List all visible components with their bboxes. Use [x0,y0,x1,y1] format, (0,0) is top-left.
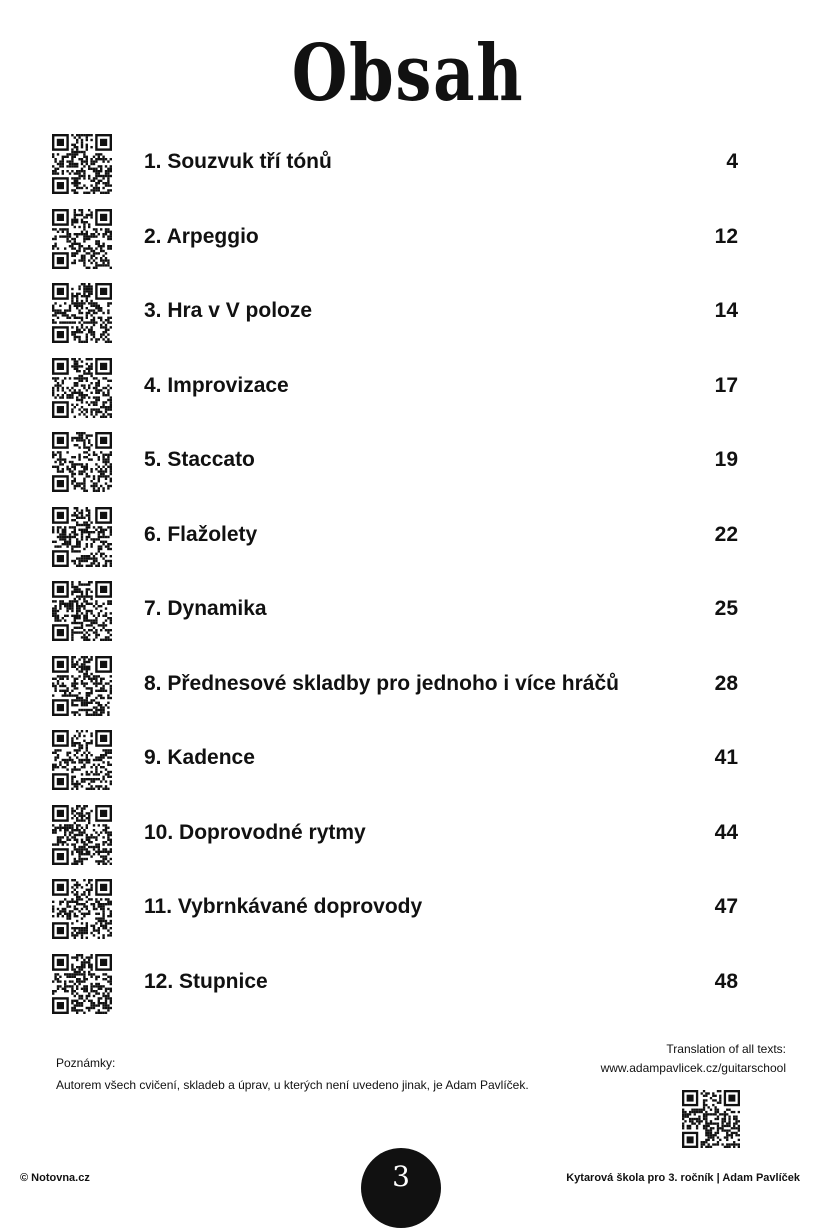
notes-heading: Poznámky: [56,1056,116,1070]
qr-code-icon[interactable] [52,879,112,939]
toc-item-label: 2. Arpeggio [144,224,259,248]
toc-item-page: 14 [714,299,738,322]
page-title: Obsah [291,28,525,119]
translation-block [601,1040,786,1078]
translation-label: Translation of all texts: [666,1042,786,1056]
toc-item-page: 47 [714,895,738,918]
toc-item-label: 6. Flažolety [144,522,258,546]
toc-item-label: 10. Doprovodné rytmy [144,820,366,844]
toc-item-label: 1. Souzvuk tří tónů [144,150,332,173]
toc-item-page: 12 [714,224,738,248]
qr-code-icon[interactable] [52,656,112,716]
toc-row [0,130,816,205]
table-of-contents [0,130,816,1024]
toc-row [0,279,816,354]
toc-item-page: 22 [714,522,738,546]
toc-item-label: 11. Vybrnkávané doprovody [144,895,423,918]
qr-code-icon[interactable] [52,358,112,418]
toc-row [0,205,816,280]
qr-code-icon[interactable] [52,432,112,492]
toc-row [0,577,816,652]
toc-row [0,354,816,429]
qr-code-icon[interactable] [52,134,112,194]
toc-item-page: 4 [726,150,738,173]
notes-text: Autorem všech cvičení, skladeb a úprav, u kterých není uvedeno jinak, je Adam Pavlíček. [56,1078,529,1092]
qr-code-icon[interactable] [52,954,112,1014]
toc-item-label: 12. Stupnice [144,969,268,993]
toc-item-page: 41 [714,746,738,769]
toc-row [0,503,816,578]
toc-row [0,726,816,801]
toc-row [0,801,816,876]
translation-url[interactable]: www.adampavlicek.cz/guitarschool [600,1061,786,1075]
footer-copyright: © Notovna.cz [20,1172,90,1184]
qr-code-icon[interactable] [52,581,112,641]
toc-item-page: 17 [714,373,738,397]
toc-row [0,652,816,727]
qr-code-icon[interactable] [52,805,112,865]
toc-item-label: 5. Staccato [144,448,255,471]
toc-item-label: 8. Přednesové skladby pro jednoho i více hráčů [144,671,619,695]
toc-item-label: 3. Hra v V poloze [144,299,313,322]
page-number-badge [361,1148,441,1228]
toc-item-page: 44 [714,820,738,844]
toc-item-label: 9. Kadence [144,746,255,769]
toc-item-label: 4. Improvizace [144,373,289,397]
toc-item-page: 25 [714,597,738,620]
footer-book-title: Kytarová škola pro 3. ročník | Adam Pavlíček [566,1172,800,1184]
qr-code-icon[interactable] [52,209,112,269]
toc-item-page: 48 [714,969,738,993]
toc-item-label: 7. Dynamika [144,597,267,620]
toc-item-page: 28 [714,671,738,695]
qr-code-icon[interactable] [52,730,112,790]
toc-row [0,875,816,950]
qr-code-icon[interactable] [682,1090,740,1148]
qr-code-icon[interactable] [52,283,112,343]
qr-code-icon[interactable] [52,507,112,567]
toc-row [0,428,816,503]
toc-item-page: 19 [714,448,738,471]
toc-row [0,950,816,1025]
notes-block [56,1052,529,1096]
page-number: 3 [392,1160,410,1193]
